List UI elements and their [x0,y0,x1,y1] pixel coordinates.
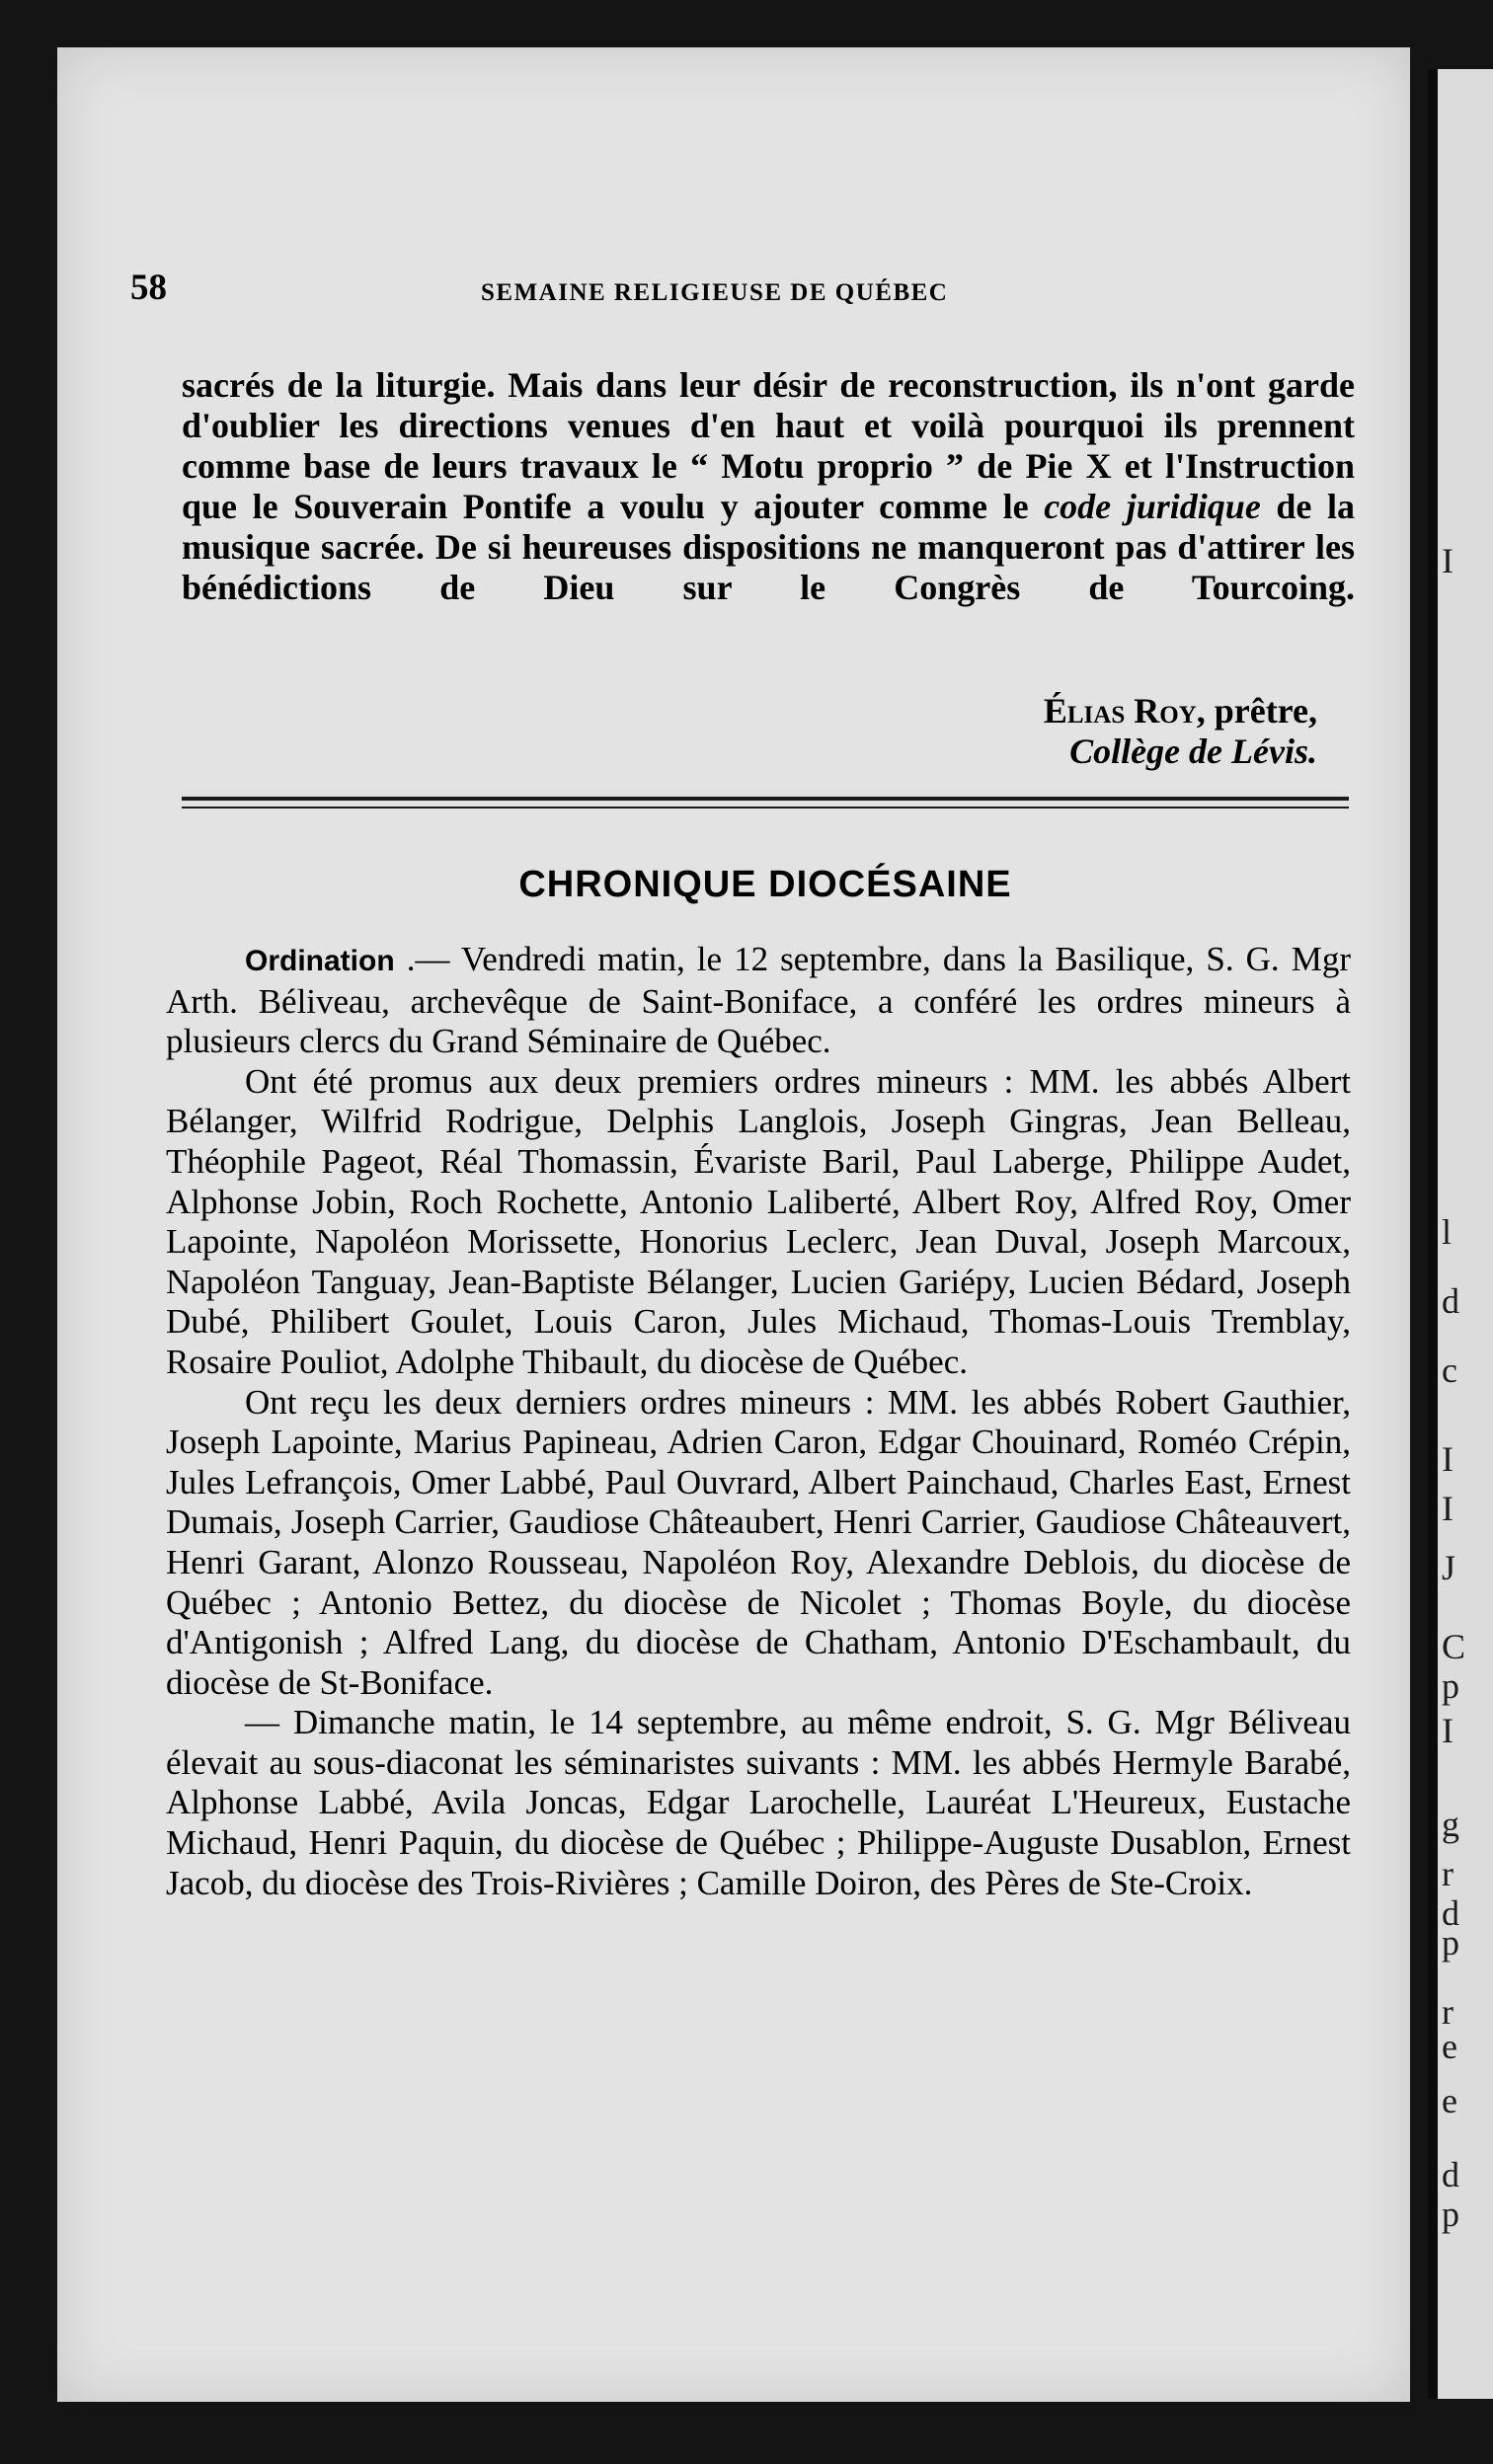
adjacent-page-fragment: I [1442,1711,1454,1750]
opening-emphasis: code juridique [1044,487,1261,526]
chronicle-paragraph: Ont reçu les deux derniers ordres mineurs : MM. les abbés Robert Gauthier, Joseph Lapointe, Marius Papineau, Adrien Caron, Edgar Chouinard, Roméo Crépin, Jules Lefrançois, Omer Labbé, Paul Ouvrard, Albert Painchaud, Charles East, Ernest Dumais, Joseph Carrier, Gaudiose Châteaubert, Henri Carrier, Gaudiose Châteauvert, Henri Garant, Alonzo Rousseau, Napoléon Roy, Alexandre Deblois, du diocèse de Québec ; Antonio Bettez, du diocèse de Nicolet ; Thomas Boyle, du diocèse d'Antigonish ; Alfred Lang, du diocèse de Chatham, Antonio D'Eschambault, du diocèse de St-Boniface. [166,1382,1351,1702]
opening-paragraph-text [182,365,1355,608]
adjacent-page-fragment: r [1442,1854,1454,1893]
chronicle-paragraph: — Dimanche matin, le 14 septembre, au même endroit, S. G. Mgr Béliveau élevait au sous-diaconat les séminaristes suivants : MM. les abbés Hermyle Barabé, Alphonse Labbé, Avila Joncas, Edgar Larochelle, Lauréat L'Heureux, Eustache Michaud, Henri Paquin, du diocèse de Québec ; Philippe-Auguste Dusablon, Ernest Jacob, du diocèse des Trois-Rivières ; Camille Doiron, des Pères de Ste-Croix. [166,1703,1351,1902]
adjacent-page-fragment: c [1442,1350,1457,1390]
opening-paragraph [182,365,1355,608]
chronicle-paragraph-text: .— Vendredi matin, le 12 septembre, dans la Basilique, S. G. Mgr Arth. Béliveau, archevêque de Saint-Boniface, a conféré les ordres mineurs à plusieurs clercs du Grand Séminaire de Québec. [166,940,1351,1061]
adjacent-page-fragment: p [1442,1666,1459,1706]
run-in-heading: Ordination [245,945,395,977]
signature-title: prêtre, [1205,691,1317,731]
adjacent-page-fragment: J [1442,1548,1456,1587]
adjacent-page-fragment: d [1442,2155,1459,2194]
chronicle-paragraph [166,940,1351,1062]
chronicle-paragraph: Ont été promus aux deux premiers ordres mineurs : MM. les abbés Albert Bélanger, Wilfrid Rodrigue, Delphis Langlois, Joseph Gingras, Jean Belleau, Théophile Pageot, Réal Thomassin, Évariste Baril, Paul Laberge, Philippe Audet, Alphonse Jobin, Roch Rochette, Antonio Laliberté, Albert Roy, Alfred Roy, Omer Lapointe, Napoléon Morissette, Honorius Leclerc, Jean Duval, Joseph Marcoux, Napoléon Tanguay, Jean-Baptiste Bélanger, Lucien Gariépy, Lucien Bédard, Joseph Dubé, Philibert Goulet, Louis Caron, Jules Michaud, Thomas-Louis Tremblay, Rosaire Pouliot, Adolphe Thibault, du diocèse de Québec. [166,1061,1351,1381]
section-divider [182,797,1349,808]
signature-institution: Collège de Lévis. [1069,732,1317,771]
page-header [130,265,1345,314]
running-head: SEMAINE RELIGIEUSE DE QUÉBEC [481,279,949,306]
adjacent-page-fragment: r [1442,1992,1454,2032]
chronicle-body [166,940,1351,1903]
adjacent-page-fragment: d [1442,1893,1459,1933]
adjacent-page-fragment: p [1442,2194,1459,2234]
adjacent-page-fragment: e [1442,2027,1457,2066]
adjacent-page-fragment: e [1442,2081,1457,2120]
adjacent-page-fragment: l [1442,1212,1453,1252]
adjacent-page-fragment: I [1442,1489,1454,1528]
adjacent-page-fragment: I [1442,541,1454,580]
opening-text-end: de la musique sacrée. De si heureuses dispositions ne manqueront pas d'attirer les bénédictions de Dieu sur le Congrès de Tourcoing. [182,487,1355,607]
section-title: CHRONIQUE DIOCÉSAINE [518,864,1012,905]
adjacent-page-fragment: I [1442,1439,1454,1479]
adjacent-page-fragment: C [1442,1627,1466,1666]
adjacent-page-fragment: p [1442,1923,1459,1963]
signature [182,691,1317,772]
page-number: 58 [130,268,167,308]
opening-text: sacrés de la liturgie. Mais dans leur désir de reconstruction, ils n'ont garde d'oublier les directions venues d'en haut et voilà pourquoi ils prennent comme base de leurs travaux le “ Motu proprio ” de Pie X et l'Instruction que le Souverain Pontife a voulu y ajouter comme le [182,365,1355,526]
signature-name: Élias Roy, [1043,691,1206,731]
adjacent-page-fragment: g [1442,1805,1459,1844]
adjacent-page-fragment: d [1442,1281,1459,1321]
adjacent-page-edge [1428,69,1493,2399]
